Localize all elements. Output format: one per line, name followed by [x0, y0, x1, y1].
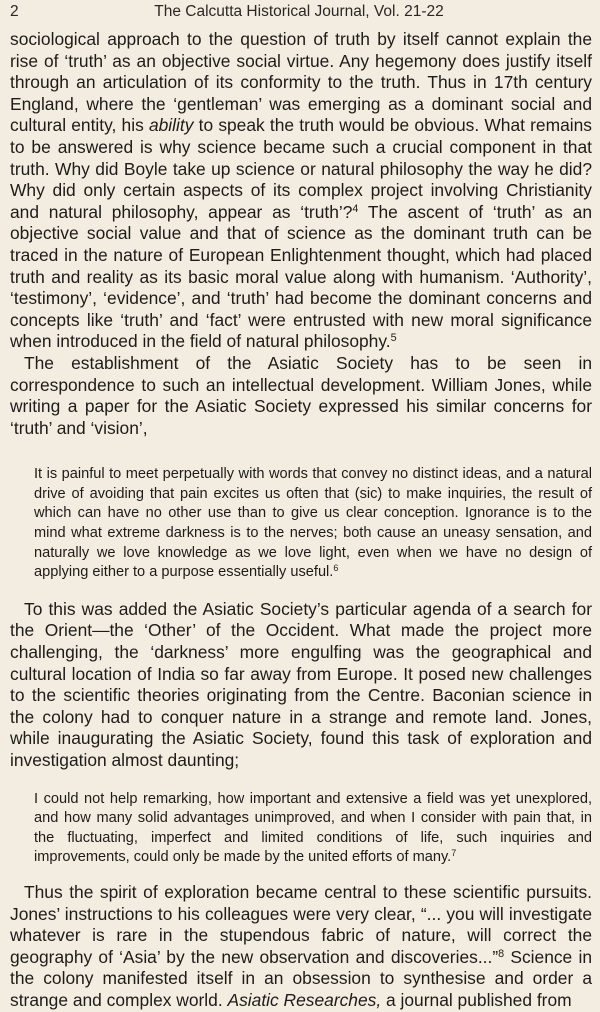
paragraph-2: The establishment of the Asiatic Society has to be seen in correspondence to such an intellectual development. William Jones, while writing a paper for the Asiatic Society expressed his similar concerns for ‘truth’ and ‘vision’,: [10, 352, 592, 438]
footnote-ref-6: 6: [333, 563, 339, 574]
footnote-ref-5: 5: [390, 332, 397, 345]
paragraph-1: sociological approach to the question of truth by itself cannot explain the rise of ‘truth’ as an objective social virtue. Any hegemony does justify itself through an articulation of its conformity to the truth. Thus in 17th century England, where the ‘gentleman’ was emerging as a dominant social and cultural entity, his ability to speak the truth would be obvious. What remains to be answered is why science became such a crucial component in that truth. Why did Boyle take up science or natural philosophy the way he did? Why did only certain aspects of its complex project involving Christianity and natural philosophy, appear as ‘truth’?$^4$ The ascent of ‘truth’ as an objective social value and that of science as the dominant truth can be traced in the nature of European Enlightenment thought, which had placed truth and reality as its basic moral value along with humanism. ‘Authority’, ‘testimony’, ‘evidence’, and ‘truth’ had become the dominant concerns and concepts like ‘truth’ and ‘fact’ were entrusted with new moral significance when introduced in the field of natural philosophy.$^5$: [10, 29, 592, 352]
block-quote-jones-1: It is painful to meet perpetually with words that convey no distinct ideas, and a natural drive of avoiding that pain excites us often that (sic) to make inquiries, the result of which can have no other use than to give us clear conception. Ignorance is to the mind what extreme darkness is to the nerves; both cause an uneasy sensation, and naturally we love knowledge as we love light, even when we have no design of applying either to a purpose essentially useful.$^6$: [34, 466, 592, 581]
journal-title: The Calcutta Historical Journal, Vol. 21-22: [154, 3, 444, 20]
journal-name-asiatic-researches: Asiatic Researches,: [227, 989, 382, 1010]
footnote-ref-4: 4: [352, 202, 359, 215]
paragraph-3: To this was added the Asiatic Society’s particular agenda of a search for the Orient—the ‘Other’ of the Occident. What made the project more challenging, the ‘darkness’ more engulfing was the geographical and cultural location of India so far away from Europe. It posed new challenges to the scientific theories originating from the Centre. Baconian science in the colony had to conquer nature in a strange and remote land. Jones, while inaugurating the Asiatic Society, found this task of exploration and investigation almost daunting;: [10, 598, 592, 770]
page-number: 2: [10, 3, 19, 20]
article-body: [10, 29, 592, 1012]
footnote-ref-8: 8: [498, 947, 505, 960]
emphasis-ability: ability: [148, 115, 194, 136]
block-quote-jones-2: I could not help remarking, how important and extensive a field was yet unexplored, and how many solid advantages unimproved, and when I consider with pain that, in the fluctuating, imperfect and limited conditions of life, such inquiries and improvements, could only be made by the united efforts of many.$^7$: [34, 790, 592, 866]
running-header: [10, 3, 588, 27]
footnote-ref-7: 7: [451, 848, 457, 859]
paragraph-4: Thus the spirit of exploration became central to these scientific pursuits. Jones’ instructions to his colleagues were very clear, “... you will investigate whatever is rare in the stupendous fabric of nature, will correct the geography of ‘Asia’ by the new observation and discoveries...”$^8$ Science in the colony manifested itself in an obsession to synthesise and order a strange and complex world. Asiatic Researches, a journal published from: [10, 881, 592, 1010]
